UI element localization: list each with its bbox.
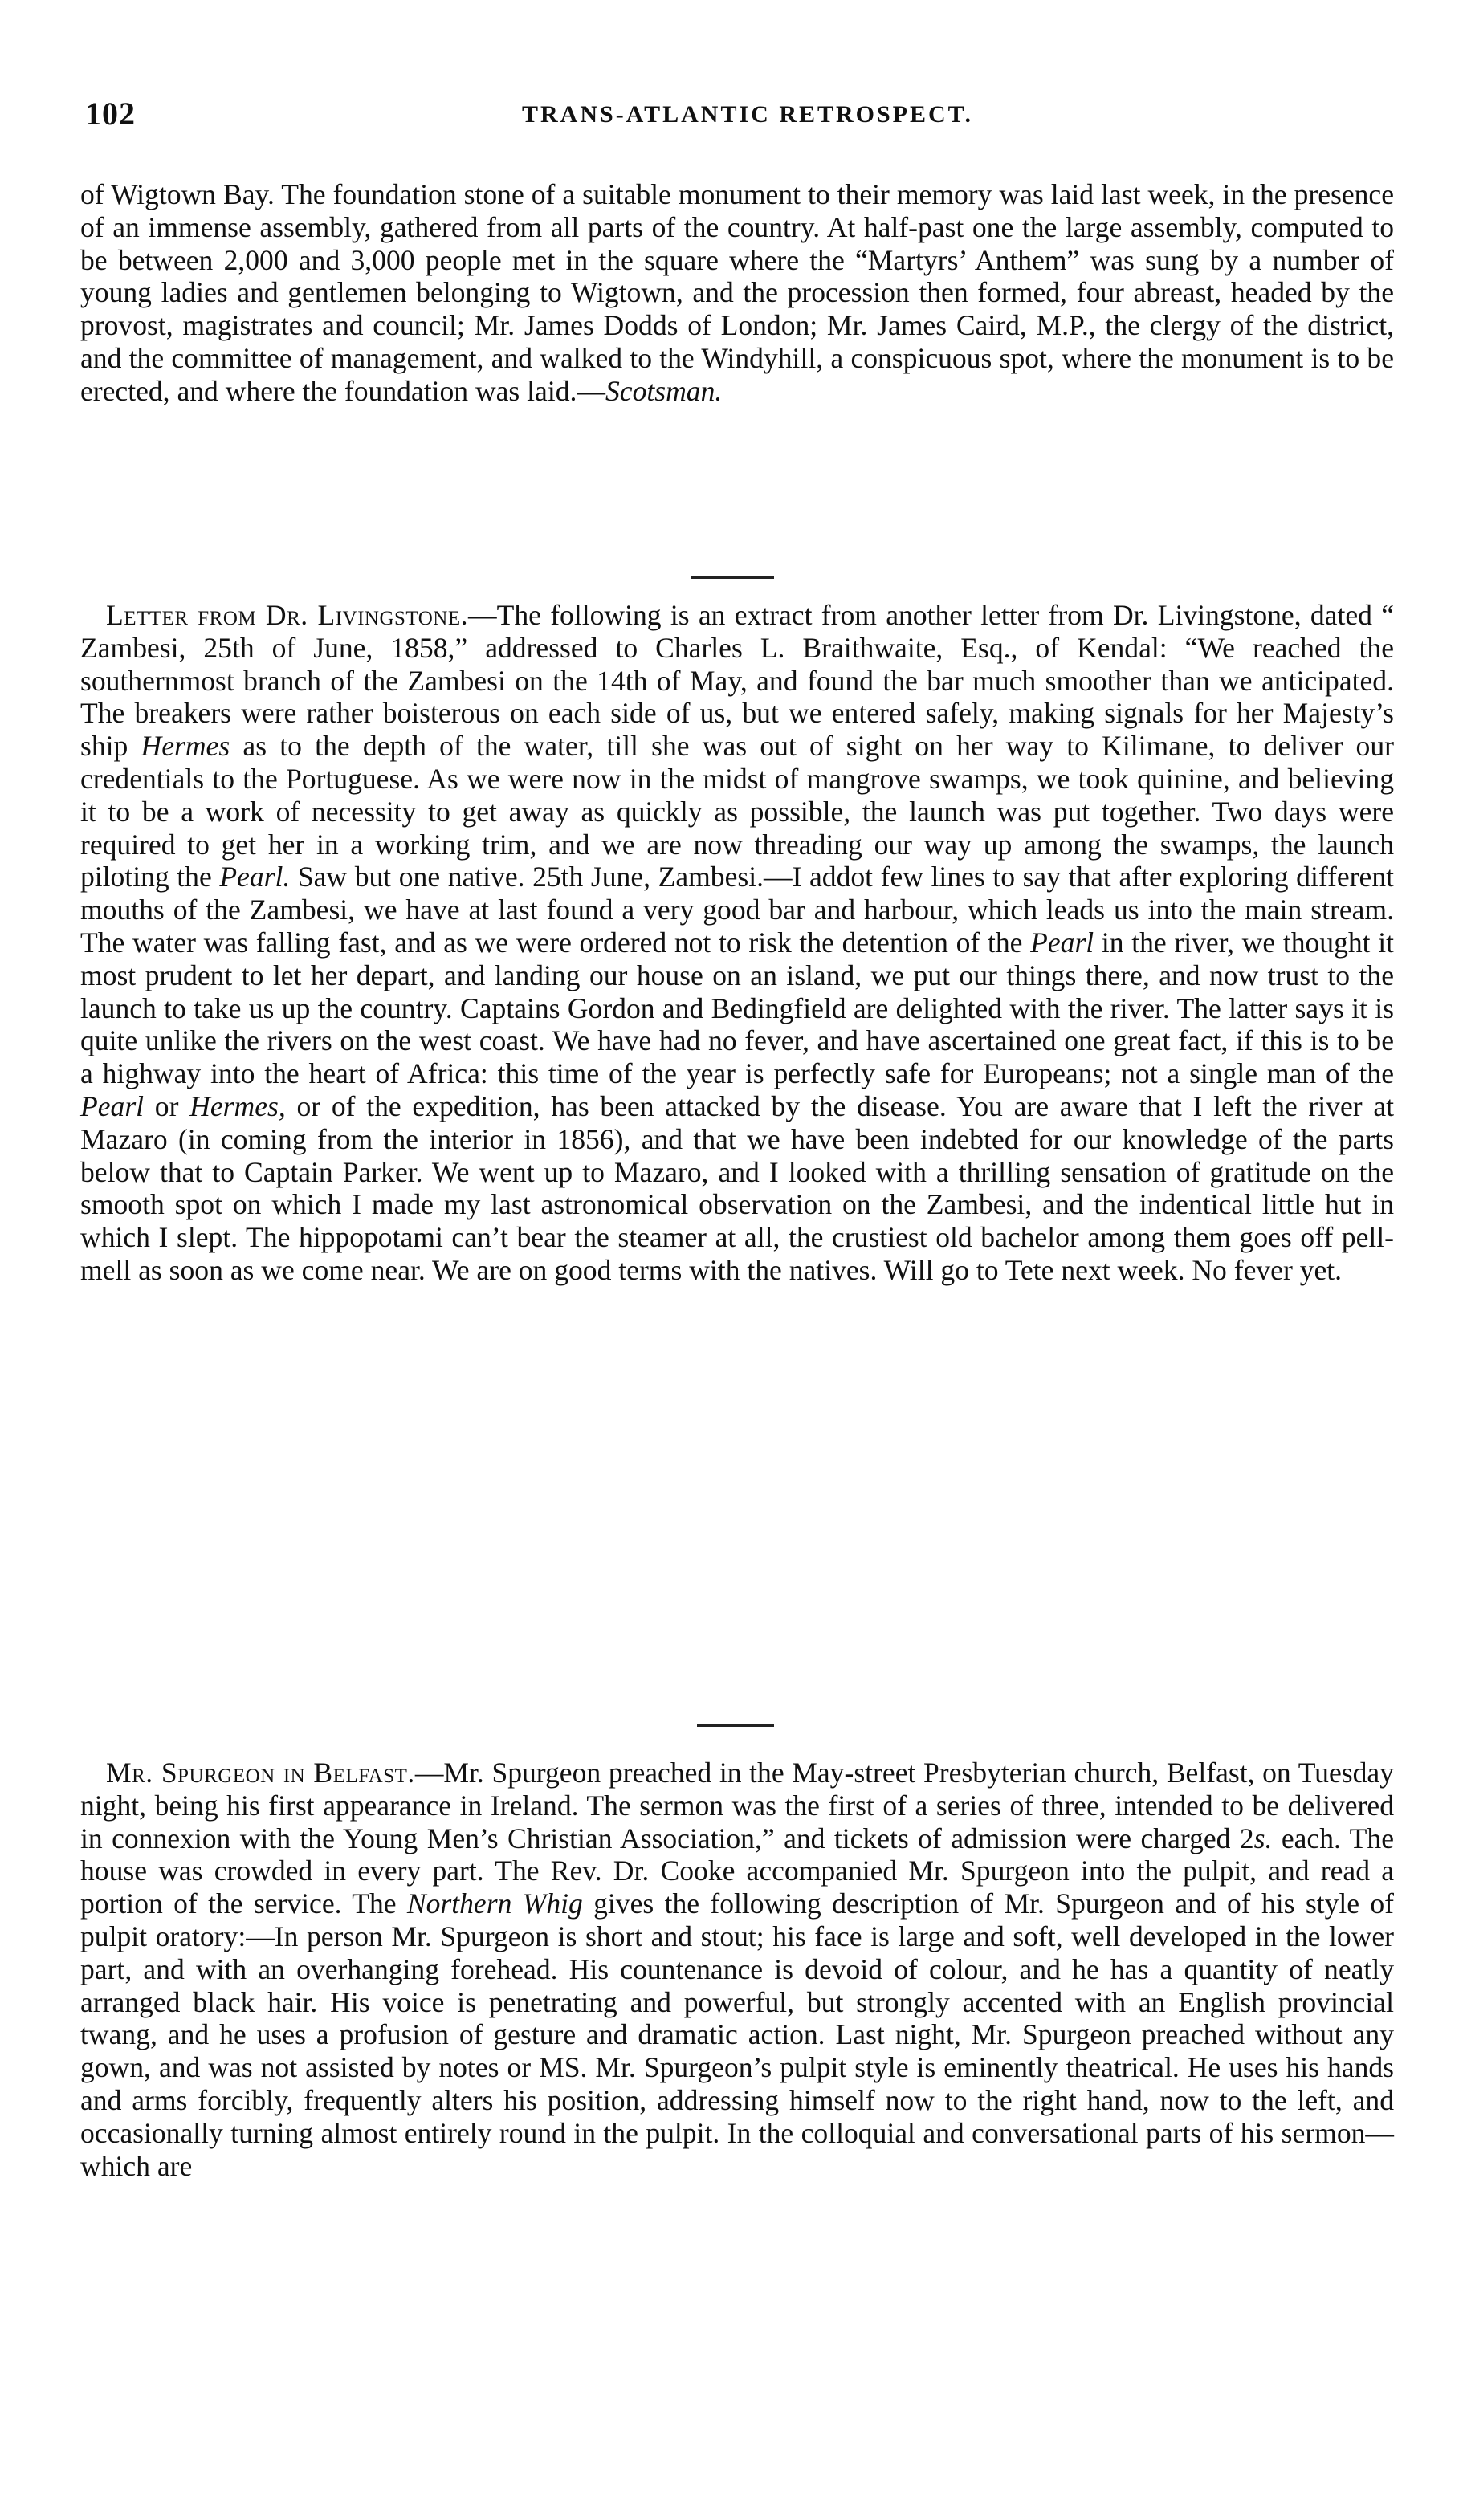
paragraph-spurgeon <box>80 1757 1394 2182</box>
livingstone-body-2: as to the depth of the water, till she was out of sight on her way to Kilimane, to deliver our credentials to the Portuguese. As we were now in the midst of mangrove swamps, we took quinine, and believing it to be a work of necessity to get away as quickly as possible, the launch was put together. Two days were required to get her in a working trim, and we are now threading our way up among the swamps, the launch piloting the <box>80 730 1394 894</box>
newspaper-name: Northern Whig <box>406 1887 583 1920</box>
livingstone-body-1: The following is an extract from another letter from Dr. Livingstone, dated “ Zambesi, 25th of June, 1858,” addressed to Charles L. Braithwaite, Esq., of Kendal: “We reached the southernmost branch of the Zambesi on the 14th of May, and found the bar much smoother than we anticipated. The breakers were rather boisterous on each side of us, but we entered safely, making signals for her Majesty’s ship <box>80 599 1395 763</box>
livingstone-dash: — <box>468 599 497 631</box>
ship-name-hermes-2: Hermes, <box>189 1089 286 1122</box>
paragraph-wigtown <box>80 178 1394 408</box>
wigtown-body: of Wigtown Bay. The foundation stone of a suitable monument to their memory was laid last week, in the presence of an immense assembly, gathered from all parts of the country. At half-past one the large assembly, computed to be between 2,000 and 3,000 people met in the square where the “Martyrs’ Anthem” was sung by a number of young ladies and gentlemen belonging to Wigtown, and the procession then formed, four abreast, headed by the provost, magistrates and council; Mr. James Dodds of London; Mr. James Caird, M.P., the clergy of the district, and the committee of management, and walked to the Windyhill, a conspicuous spot, where the monument is to be erected, and where the foundation was laid.— <box>80 178 1394 407</box>
article-spurgeon <box>80 1757 1394 2182</box>
spurgeon-body-2: each. The house was crowded in every part. The Rev. Dr. Cooke accompanied Mr. Spurgeon into the pulpit, and read a portion of the service. The <box>80 1822 1394 1920</box>
section-divider-2 <box>697 1724 774 1727</box>
article-livingstone <box>80 599 1394 1287</box>
article-wigtown <box>80 178 1394 408</box>
section-divider-1 <box>691 576 774 579</box>
page-number: 102 <box>85 96 136 132</box>
livingstone-body-6: or of the expedition, has been attacked by the disease. You are aware that I left the river at Mazaro (in coming from the interior in 1856), and that we have been indebted for our knowledge of the parts below that to Captain Parker. We went up to Mazaro, and I looked with a thrilling sensation of gratitude on the smooth spot on which I made my last astronomical observation on the Zambesi, and the indentical little hut in which I slept. The hippopotami can’t bear the steamer at all, the crustiest old bachelor among them goes off pell-mell as soon as we come near. We are on good terms with the natives. Will go to Tete next week. No fever yet. <box>80 1089 1394 1286</box>
running-head: TRANS-ATLANTIC RETROSPECT. <box>522 101 973 128</box>
spurgeon-dash: — <box>414 1757 444 1789</box>
ship-name-pearl: Pearl. <box>219 861 291 894</box>
shilling-abbrev: s. <box>1253 1822 1273 1854</box>
paragraph-livingstone <box>80 599 1394 1287</box>
livingstone-body-4: in the river, we thought it most prudent to let her depart, and landing our house on an island, we put our things there, and now trust to the launch to take us up the country. Captains Gordon and Bedingfield are delighted with the river. The latter says it is quite unlike the rivers on the west coast. We have had no fever, and have ascertained one great fact, if this is to be a highway into the heart of Africa: this time of the year is perfectly safe for Europeans; not a single man of the <box>80 926 1395 1090</box>
livingstone-heading: Letter from Dr. Livingstone. <box>106 599 469 631</box>
spurgeon-heading: Mr. Spurgeon in Belfast. <box>106 1757 415 1789</box>
wigtown-source: Scotsman. <box>605 374 723 407</box>
spurgeon-body-3: gives the following description of Mr. Spurgeon and of his style of pulpit oratory:—In person Mr. Spurgeon is short and stout; his face is large and soft, well developed in the lower part, and with an overhanging forehead. His countenance is devoid of colour, and he has a quantity of neatly arranged black hair. His voice is penetrating and powerful, but strongly accented with an English provincial twang, and he uses a profusion of gesture and dramatic action. Last night, Mr. Spurgeon preached without any gown, and was not assisted by notes or MS. Mr. Spurgeon’s pulpit style is eminently theatrical. He uses his hands and arms forcibly, frequently alters his position, addressing himself now to the right hand, now to the left, and occasionally turning almost entirely round in the pulpit. In the colloquial and conversational parts of his sermon—which are <box>80 1887 1395 2182</box>
ship-name-pearl-2: Pearl <box>1030 926 1094 959</box>
livingstone-body-3: Saw but one native. 25th June, Zambesi.—I addot few lines to say that after exploring different mouths of the Zambesi, we have at last found a very good bar and harbour, which leads us into the main stream. The water was falling fast, and as we were ordered not to risk the detention of the <box>80 861 1394 959</box>
spurgeon-body-1: Mr. Spurgeon preached in the May-street Presbyterian church, Belfast, on Tuesday night, being his first appearance in Ireland. The sermon was the first of a series of three, intended to be delivered in connexion with the Young Men’s Christian Association,” and tickets of admission were charged 2 <box>80 1757 1394 1854</box>
page-header <box>74 95 1389 143</box>
livingstone-body-5: or <box>144 1089 190 1122</box>
ship-name-pearl-3: Pearl <box>80 1089 145 1122</box>
ship-name-hermes: Hermes <box>141 730 230 763</box>
